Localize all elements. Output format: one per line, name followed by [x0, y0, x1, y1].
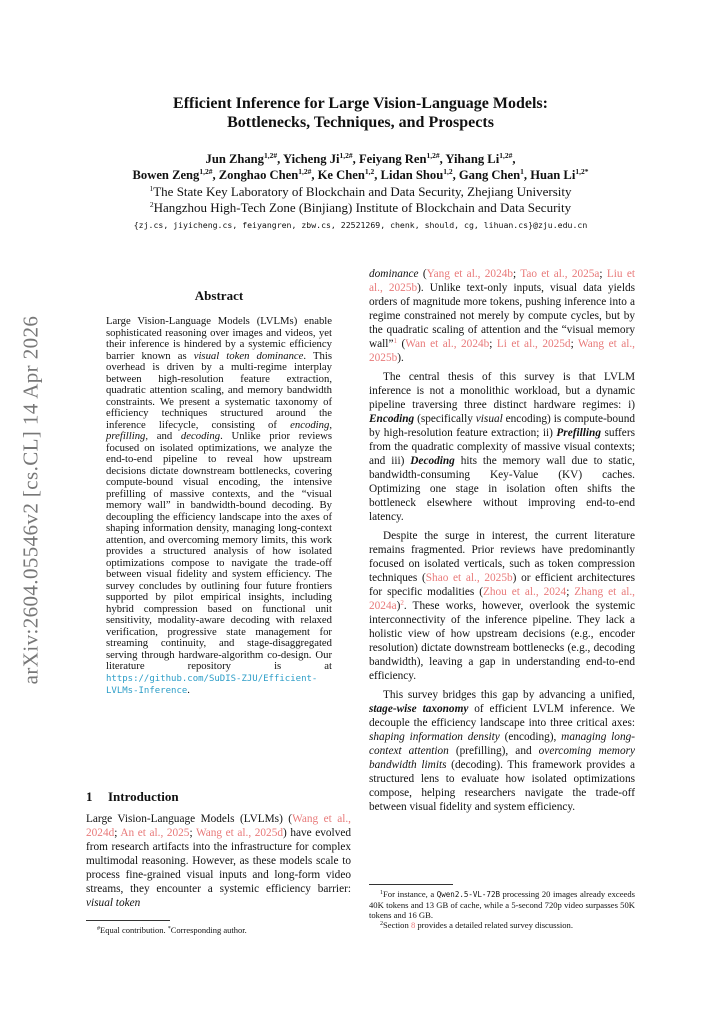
affiliation-1 — [60, 184, 661, 200]
citation-link[interactable]: Li et al., 2025d — [496, 338, 571, 350]
emphasis: visual token — [86, 897, 141, 909]
text-run: of efficient LVLM inference. We decouple the efficiency landscape into three critical axes: — [369, 703, 635, 729]
footnote-ref[interactable]: 1 — [393, 337, 397, 345]
text-run: Large Vision-Language Models (LVLMs) enable sophisticated reasoning over images and videos, yet their inference is hindered by a systemic efficiency barrier known as — [106, 315, 332, 362]
text-run: . — [187, 684, 190, 696]
emphasis: encoding — [290, 418, 330, 431]
footnote-mark: # — [97, 926, 100, 932]
text-run: ). — [397, 352, 404, 364]
bold-emphasis: Prefilling — [556, 427, 601, 439]
abstract-text — [106, 316, 332, 698]
authors-line-2: Bowen Zeng$^{1,2\#}$, Zonghao Chen$^{1,2\#}$, Ke Chen$^{1,2}$, Lidan Shou$^{1,2}$, Gang Chen$^1$, Huan $Li^{1,2*}$ — [132, 166, 589, 182]
affiliations — [60, 184, 661, 216]
author-name: Bowen Zeng — [132, 167, 200, 182]
citation-link[interactable]: Zhang et al., 2024a — [369, 586, 635, 612]
text-run: ; — [599, 268, 607, 280]
citation-link[interactable]: Liu et al., 2025b — [369, 268, 635, 294]
footnote-ref[interactable]: 2 — [400, 599, 404, 607]
text-run: ) — [396, 600, 401, 612]
author-affiliation-mark: 1,2* — [575, 166, 589, 176]
text-run: Section — [383, 920, 411, 930]
author-name: Yihang Li — [445, 152, 500, 166]
text-run: ; — [513, 268, 521, 280]
text-run: ; — [489, 338, 497, 350]
author-name: Yicheng Ji — [282, 152, 340, 166]
text-run: The central thesis of this survey is that LVLM inference is not a monolithic workload, but a dynamic pipeline traversing three distinct hardware regimes: i) — [369, 371, 635, 411]
author-affiliation-mark: 1,2 — [364, 166, 375, 176]
intro-paragraph-4 — [369, 688, 635, 814]
bold-emphasis: Decoding — [410, 455, 455, 467]
author-affiliation-mark: 1 — [520, 166, 524, 176]
citation-link[interactable]: Wang et al., 2025d — [195, 827, 283, 839]
citation-link[interactable]: Zhou et al., 2024 — [482, 586, 567, 598]
arxiv-id: arXiv:2604.05546v2 [cs.CL] 14 Apr 2026 — [18, 315, 43, 685]
footnotes — [369, 889, 635, 930]
author-affiliation-mark: 1,2 — [443, 166, 453, 176]
text-run: hits the memory wall due to static, bandwidth-consuming Key-Value (KV) caches. Optimizing one stage in isolation often shifts the bottleneck elsewhere without improving end-to-end latency. — [369, 455, 635, 523]
text-run: (specifically — [414, 413, 476, 425]
text-run: ). Unlike text-only inputs, visual data yields orders of magnitude more tokens, pushing inference into a regime constrained not merely by compute cycles, but by the quadratic scaling of attention and the “visual memory wall” — [369, 282, 635, 350]
author-emails: {zj.cs, jiyicheng.cs, feiyangren, zbw.cs, 22521269, chenk, should, cg, lihuan.cs}@zju.edu.cn — [133, 220, 588, 230]
title-line-2: Bottlenecks, Techniques, and Prospects — [227, 114, 494, 131]
text-run: provides a detailed related survey discussion. — [415, 920, 573, 930]
intro-paragraph-3 — [369, 529, 635, 683]
model-name: Qwen2.5-VL-72B — [436, 890, 500, 899]
text-run: processing 20 images already exceeds 40K tokens and 13 GB of cache, while a 5-second 720p video surpasses 50K tokens and 16 GB. — [369, 889, 635, 920]
section-link[interactable]: 8 — [410, 920, 416, 930]
citation-link[interactable]: Yang et al., 2024b — [426, 268, 514, 280]
author-name: Jun Zhang — [205, 152, 264, 166]
text-run: (prefilling), and — [448, 745, 539, 757]
text-run: This survey bridges this gap by advancing a unified, — [383, 689, 635, 701]
text-run: , — [329, 418, 332, 431]
repository-link[interactable]: https://github.com/SuDIS-ZJU/Efficient-LVLMs-Inference — [106, 673, 318, 696]
intro-paragraph-1-continued — [369, 267, 635, 365]
author-affiliation-mark: 1,2# — [426, 151, 440, 160]
footnote-divider — [86, 920, 170, 921]
text-run: (decoding). This framework provides a structured lens to evaluate how isolated optimizations compose, helping researchers navigate the trade-off between visual fidelity and system efficiency. — [369, 759, 636, 813]
text-run: ; — [114, 827, 121, 839]
citation-link[interactable]: Shao et al., 2025b — [425, 572, 513, 584]
text-run: ( — [418, 268, 427, 280]
text-run: ) or efficient architectures for specific modalities ( — [369, 572, 635, 598]
text-run: . These works, however, overlook the systemic interconnectivity of the inference pipeline. They lack a holistic view of how upstream decisions (e.g., encoder resolution) dictate downstream bottlenecks (e.g., decoding bandwidth), leaving a gap in understanding end-to-end efficiency. — [369, 600, 635, 682]
author-name: Lidan Shou — [380, 167, 444, 182]
citation-link[interactable]: Wang et al., 2024d — [86, 813, 351, 839]
author-affiliation-mark: 1,2# — [199, 166, 213, 176]
abstract-heading: Abstract — [194, 288, 244, 303]
affiliation-text: The State Key Laboratory of Blockchain and Data Security, Zhejiang University — [153, 184, 572, 199]
intro-paragraph-1 — [86, 812, 351, 910]
author-name: Ke Chen — [317, 167, 365, 182]
text-run: ; — [566, 586, 575, 598]
footnote-mark: 1 — [380, 890, 383, 896]
emphasis: overcoming memory bandwidth limits — [369, 745, 635, 771]
citation-link[interactable]: Wan et al., 2024b — [405, 338, 490, 350]
author-name: Gang Chen — [458, 167, 521, 182]
text-run: ; — [189, 827, 196, 839]
author-list — [60, 152, 661, 183]
author-name: Zonghao Chen — [218, 167, 299, 182]
text-run: ) have evolved from research artifacts into the infrastructure for complex multimodal reasoning. However, as these models scale to process fine-grained visual inputs and long-form video streams, they encounter a systemic efficiency barrier: — [86, 827, 352, 895]
title-line-1: Efficient Inference for Large Vision-Language Models: — [173, 95, 548, 112]
intro-paragraph-2 — [369, 370, 635, 524]
text-run: Despite the surge in interest, the current literature remains fragmented. Prior reviews have predominantly focused on isolated verticals, such as token compression techniques ( — [369, 530, 635, 584]
author-affiliation-mark: 1,2# — [298, 166, 312, 176]
author-affiliation-mark: 1,2# — [263, 151, 278, 160]
affiliation-mark: 1 — [149, 184, 154, 193]
footnote-contribution — [97, 925, 347, 935]
emphasis: decoding — [180, 430, 221, 442]
authors-line-1: Jun Zhang$^{1,2\#}$, Yicheng $Ji^{1,2\#}$, Feiyang Ren$^{1,2\#}$, Yihang $Li^{1,2\#}$, — [205, 151, 516, 166]
text-run: suffers from the quadratic complexity of massive visual contexts; and iii) — [369, 427, 635, 467]
citation-link[interactable]: Tao et al., 2025a — [520, 268, 600, 280]
footnote-mark: 2 — [380, 921, 383, 927]
footnote-1 — [369, 889, 635, 920]
text-run: ( — [396, 338, 406, 350]
section-heading-introduction — [86, 789, 179, 805]
affiliation-mark: 2 — [149, 200, 154, 209]
emphasis: visual token dominance — [193, 349, 304, 362]
author-affiliation-mark: 1,2# — [499, 151, 513, 160]
footnote-divider — [369, 884, 453, 885]
text-run: Corresponding author. — [170, 925, 247, 935]
citation-link[interactable]: Wang et al., 2025b — [369, 338, 635, 364]
text-run: , and — [145, 430, 181, 442]
text-run: Equal contribution. — [100, 925, 168, 935]
text-run: . Unlike prior reviews focused on isolated optimizations, we analyze the end-to-end pipeline to reveal how upstream decisions dictate downstream bottlenecks, covering compute-bound visual encoding, the intensive prefilling of massive contexts, and the “visual memory wall” in bandwidth-bound decoding. By decoupling the efficiency landscape into the axes of shaping information density, managing long-context attention, and overcoming memory limits, this work provides a structured analysis of how isolated optimizations compose to navigate the trade-off between visual fidelity and system efficiency. The survey concludes by outlining four future frontiers supported by pilot empirical insights, including hybrid compression based on functional unit sensitivity, modality-aware decoding with relaxed verification, progressive state management for streaming continuity, and stage-disaggregated serving through hardware-algorithm co-design. Our literature repository is at — [106, 430, 332, 672]
text-run: ; — [570, 338, 579, 350]
footnote-mark: * — [167, 926, 171, 932]
author-affiliation-mark: 1,2# — [339, 151, 353, 160]
citation-link[interactable]: An et al., 2025 — [120, 827, 190, 839]
section-number: 1 — [86, 789, 93, 804]
paper-title — [60, 94, 661, 132]
emphasis: managing long-context attention — [369, 731, 636, 757]
author-name: Feiyang Ren — [358, 152, 427, 166]
section-title: Introduction — [108, 789, 179, 804]
arxiv-stamp — [6, 300, 56, 700]
emphasis: visual — [475, 413, 503, 425]
text-run: encoding) is compute-bound by high-resolution feature extraction; ii) — [369, 413, 635, 439]
affiliation-2 — [60, 200, 661, 216]
author-name: Huan Li — [530, 167, 576, 182]
emphasis: prefilling — [106, 430, 146, 442]
emphasis: shaping information density — [369, 731, 500, 743]
emphasis: dominance — [369, 268, 419, 280]
right-column — [369, 267, 635, 819]
affiliation-text: Hangzhou High-Tech Zone (Binjiang) Institute of Blockchain and Data Security — [153, 200, 572, 215]
bold-emphasis: Encoding — [369, 413, 415, 425]
footnote-2 — [369, 920, 635, 930]
text-run: For instance, a — [383, 889, 437, 899]
bold-emphasis: stage-wise taxonomy — [369, 703, 469, 715]
text-run: . This overhead is driven by a multi-regime interplay between high-resolution feature extraction, quadratic attention scaling, and memory bandwidth constraints. We present a systematic taxonomy of efficiency techniques structured around the inference lifecycle, consisting of — [106, 349, 332, 431]
text-run: Large Vision-Language Models (LVLMs) ( — [86, 813, 293, 825]
text-run: (encoding), — [499, 731, 562, 743]
